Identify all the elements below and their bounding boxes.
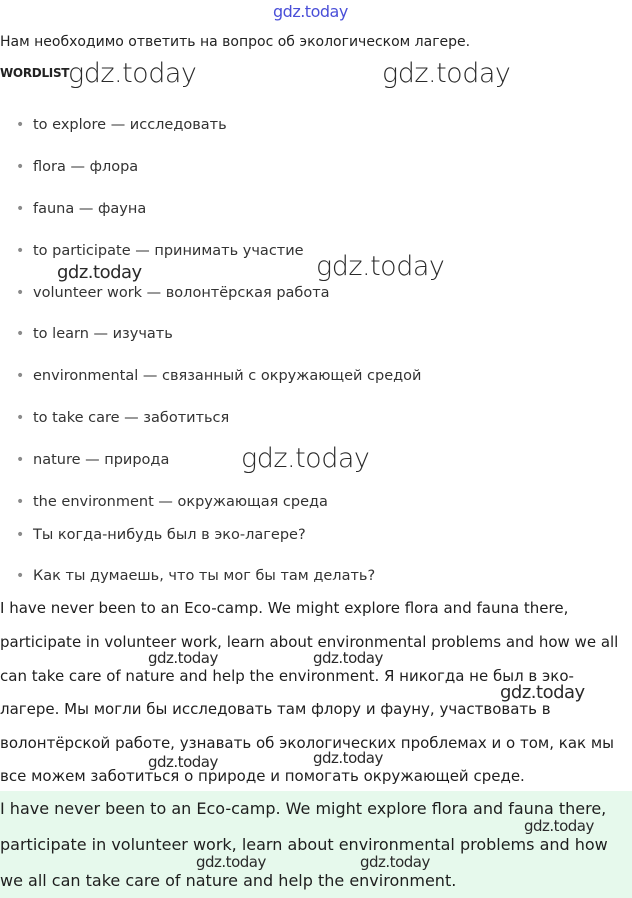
list-item: • fauna — фауна <box>16 201 147 217</box>
answer-line: I have never been to an Eco-camp. We might explore flora and fauna there, <box>0 799 607 818</box>
watermark-text: gdz.today <box>316 251 445 282</box>
list-item: • to take care — заботиться <box>16 410 230 426</box>
watermark-text: gdz.today <box>524 817 594 835</box>
watermark-text: gdz.today <box>68 58 197 89</box>
vocab-item-text: to learn — изучать <box>33 326 173 342</box>
paragraph-line: I have never been to an Eco-camp. We might explore flora and fauna there, <box>0 599 569 617</box>
list-item: • volunteer work — волонтёрская работа <box>16 285 330 301</box>
wordlist-heading: WORDLIST <box>0 66 70 80</box>
list-item: • Ты когда-нибудь был в эко-лагере? <box>16 527 306 543</box>
vocab-item-text: volunteer work — волонтёрская работа <box>33 285 330 301</box>
list-item: • nature — природа <box>16 452 170 468</box>
vocab-item-text: to take care — заботиться <box>33 410 230 426</box>
list-item: • Как ты думаешь, что ты мог бы там делать? <box>16 568 376 584</box>
paragraph-line: лагере. Мы могли бы исследовать там флору и фауну, участвовать в <box>0 700 551 718</box>
watermark-text: gdz.today <box>360 853 430 871</box>
list-item: • the environment — окружающая среда <box>16 494 328 510</box>
watermark-text: gdz.today <box>241 443 370 474</box>
top-watermark: gdz.today <box>273 2 348 21</box>
vocab-item-text: nature — природа <box>33 452 170 468</box>
list-item: • to explore — исследовать <box>16 117 227 133</box>
vocab-item-text: fauna — фауна <box>33 201 147 217</box>
vocab-item-text: the environment — окружающая среда <box>33 494 328 510</box>
list-item: • to learn — изучать <box>16 326 173 342</box>
vocab-item-text: Как ты думаешь, что ты мог бы там делать? <box>33 568 376 584</box>
answer-line: participate in volunteer work, learn about environmental problems and how <box>0 835 608 854</box>
intro-text: Нам необходимо ответить на вопрос об экологическом лагере. <box>0 34 471 50</box>
answer-line: we all can take care of nature and help the environment. <box>0 871 457 890</box>
watermark-text: gdz.today <box>500 682 585 703</box>
watermark-text: gdz.today <box>313 649 383 667</box>
vocab-item-text: to explore — исследовать <box>33 117 227 133</box>
watermark-text: gdz.today <box>313 749 383 767</box>
watermark-text: gdz.today <box>382 58 511 89</box>
list-item: • environmental — связанный с окружающей средой <box>16 368 422 384</box>
paragraph-line: волонтёрской работе, узнавать об экологических проблемах и о том, как мы <box>0 734 614 752</box>
watermark-text: gdz.today <box>148 649 218 667</box>
watermark-text: gdz.today <box>57 262 142 283</box>
list-item: • flora — флора <box>16 159 139 175</box>
paragraph-line: все можем заботиться о природе и помогать окружающей среде. <box>0 767 525 785</box>
watermark-text: gdz.today <box>148 753 218 771</box>
vocab-item-text: environmental — связанный с окружающей средой <box>33 368 422 384</box>
list-item: • to participate — принимать участие <box>16 243 304 259</box>
watermark-text: gdz.today <box>196 853 266 871</box>
vocab-item-text: Ты когда-нибудь был в эко-лагере? <box>33 527 306 543</box>
answer-box <box>0 791 632 898</box>
vocab-item-text: flora — флора <box>33 159 139 175</box>
paragraph-line: can take care of nature and help the environment. Я никогда не был в эко- <box>0 667 574 685</box>
paragraph-line: participate in volunteer work, learn about environmental problems and how we all <box>0 633 619 651</box>
vocab-item-text: to participate — принимать участие <box>33 243 304 259</box>
